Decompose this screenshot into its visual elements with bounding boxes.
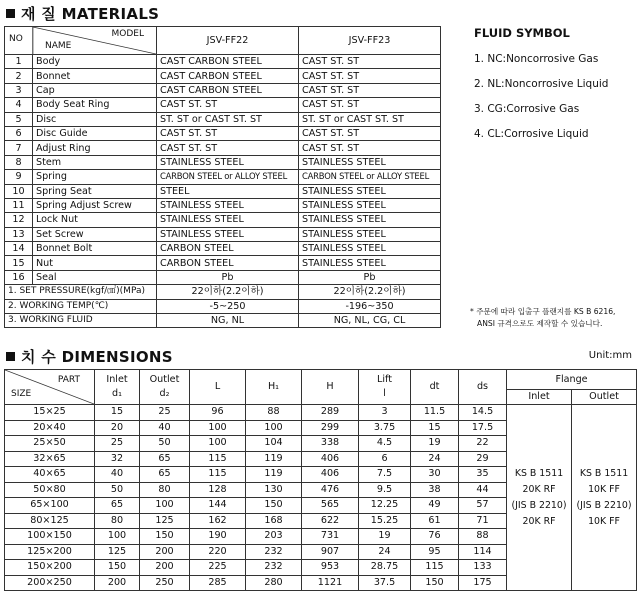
material-model-a: CARBON STEEL: [157, 256, 299, 270]
dim-H1: 280: [246, 575, 302, 591]
material-model-a: CARBON STEEL or ALLOY STEEL: [157, 170, 299, 184]
dim-H: 1121: [302, 575, 359, 591]
dim-lift: 37.5: [359, 575, 411, 591]
header-ds: ds: [459, 370, 507, 405]
dim-ds: 71: [459, 513, 507, 529]
dim-outlet-d2: 40: [140, 420, 190, 436]
dim-size: 125×200: [5, 544, 95, 560]
fluid-symbol-title: FLUID SYMBOL: [474, 26, 570, 40]
dim-H1: 232: [246, 560, 302, 576]
spec-value-b: 22이하(2.2이하): [299, 285, 441, 299]
material-row: [5, 270, 441, 284]
dim-inlet-d1: 20: [95, 420, 140, 436]
dim-dt: 11.5: [411, 405, 459, 421]
spec-row: [5, 299, 441, 313]
header-flange-outlet: Outlet: [572, 390, 637, 405]
dim-size: 25×50: [5, 436, 95, 452]
dim-size: 65×100: [5, 498, 95, 514]
dim-ds: 175: [459, 575, 507, 591]
dim-lift: 4.5: [359, 436, 411, 452]
material-name: Cap: [33, 83, 157, 97]
dim-outlet-d2: 250: [140, 575, 190, 591]
flange-inlet-spec: [507, 405, 572, 591]
material-model-a: STAINLESS STEEL: [157, 198, 299, 212]
material-model-b: CAST ST. ST: [299, 141, 441, 155]
dim-H: 731: [302, 529, 359, 545]
dim-H: 476: [302, 482, 359, 498]
dim-L: 100: [190, 436, 246, 452]
square-bullet-icon: [6, 352, 15, 361]
header-size: SIZE: [11, 389, 32, 399]
material-model-a: CAST CARBON STEEL: [157, 83, 299, 97]
dim-inlet-d1: 32: [95, 451, 140, 467]
dim-ds: 22: [459, 436, 507, 452]
flange-spec-line: 20K RF: [522, 483, 556, 495]
material-no: 2: [5, 69, 33, 83]
material-model-b: STAINLESS STEEL: [299, 198, 441, 212]
header-diagonal-cell: [5, 27, 157, 55]
dim-dt: 19: [411, 436, 459, 452]
dim-size: 20×40: [5, 420, 95, 436]
dim-H: 907: [302, 544, 359, 560]
header-flange: Flange: [507, 370, 637, 390]
material-row: [5, 256, 441, 270]
material-model-b: STAINLESS STEEL: [299, 213, 441, 227]
material-row: [5, 112, 441, 126]
fluid-symbol-item: 2. NL:Noncorrosive Liquid: [474, 78, 609, 90]
dim-lift: 15.25: [359, 513, 411, 529]
material-no: 4: [5, 98, 33, 112]
dim-inlet-d1: 65: [95, 498, 140, 514]
material-row: [5, 198, 441, 212]
dim-L: 225: [190, 560, 246, 576]
material-name: Spring Seat: [33, 184, 157, 198]
dim-inlet-d1: 200: [95, 575, 140, 591]
dim-size: 15×25: [5, 405, 95, 421]
dim-L: 128: [190, 482, 246, 498]
material-model-b: STAINLESS STEEL: [299, 227, 441, 241]
spec-value-b: NG, NL, CG, CL: [299, 314, 441, 328]
unit-label: Unit:mm: [588, 350, 632, 361]
material-no: 11: [5, 198, 33, 212]
dim-outlet-d2: 65: [140, 467, 190, 483]
material-model-a: CAST CARBON STEEL: [157, 55, 299, 69]
dim-H1: 168: [246, 513, 302, 529]
material-model-a: STAINLESS STEEL: [157, 155, 299, 169]
material-name: Spring Adjust Screw: [33, 198, 157, 212]
dim-H1: 203: [246, 529, 302, 545]
dim-dt: 150: [411, 575, 459, 591]
material-name: Body Seat Ring: [33, 98, 157, 112]
dim-dt: 76: [411, 529, 459, 545]
dim-H1: 119: [246, 467, 302, 483]
material-name: Adjust Ring: [33, 141, 157, 155]
material-row: [5, 126, 441, 140]
header-lift: Lift l: [359, 370, 411, 405]
material-no: 14: [5, 242, 33, 256]
flange-spec-line: 10K FF: [588, 483, 620, 495]
material-model-a: STEEL: [157, 184, 299, 198]
spec-row: [5, 314, 441, 328]
flange-outlet-spec: [572, 405, 637, 591]
dim-lift: 3: [359, 405, 411, 421]
dim-H1: 130: [246, 482, 302, 498]
material-model-a: STAINLESS STEEL: [157, 213, 299, 227]
dim-lift: 12.25: [359, 498, 411, 514]
dim-lift: 19: [359, 529, 411, 545]
material-no: 12: [5, 213, 33, 227]
material-no: 15: [5, 256, 33, 270]
materials-title: 재 질 MATERIALS: [6, 3, 159, 24]
dimensions-header-row: [5, 370, 637, 390]
fluid-symbol-item: 1. NC:Noncorrosive Gas: [474, 53, 599, 65]
dim-dt: 24: [411, 451, 459, 467]
header-flange-inlet: Inlet: [507, 390, 572, 405]
header-model-b: JSV-FF23: [299, 27, 441, 55]
material-row: [5, 69, 441, 83]
material-model-b: CAST ST. ST: [299, 69, 441, 83]
dim-lift: 9.5: [359, 482, 411, 498]
material-name: Disc: [33, 112, 157, 126]
dim-inlet-d1: 150: [95, 560, 140, 576]
dim-outlet-d2: 25: [140, 405, 190, 421]
dim-H: 289: [302, 405, 359, 421]
material-model-b: STAINLESS STEEL: [299, 256, 441, 270]
dim-ds: 14.5: [459, 405, 507, 421]
flange-spec-line: KS B 1511: [579, 467, 629, 479]
dim-dt: 30: [411, 467, 459, 483]
material-name: Lock Nut: [33, 213, 157, 227]
dim-outlet-d2: 65: [140, 451, 190, 467]
dim-header-diagonal-cell: [5, 370, 95, 405]
header-outlet: Outlet d₂: [140, 370, 190, 405]
dim-inlet-d1: 125: [95, 544, 140, 560]
dim-L: 115: [190, 451, 246, 467]
dim-dt: 15: [411, 420, 459, 436]
material-model-a: CAST CARBON STEEL: [157, 69, 299, 83]
header-inlet: Inlet d₁: [95, 370, 140, 405]
material-name: Spring: [33, 170, 157, 184]
flange-spec-line: 20K RF: [522, 515, 556, 527]
dim-H: 406: [302, 467, 359, 483]
material-model-b: CAST ST. ST: [299, 83, 441, 97]
material-model-a: ST. ST or CAST ST. ST: [157, 112, 299, 126]
square-bullet-icon: [6, 9, 15, 18]
dim-L: 96: [190, 405, 246, 421]
material-model-a: CAST ST. ST: [157, 98, 299, 112]
dim-size: 80×125: [5, 513, 95, 529]
dim-H: 622: [302, 513, 359, 529]
dim-outlet-d2: 125: [140, 513, 190, 529]
flange-spec-line: (JIS B 2210): [576, 499, 632, 511]
dim-dt: 95: [411, 544, 459, 560]
spec-value-a: -5~250: [157, 299, 299, 313]
dim-L: 220: [190, 544, 246, 560]
material-model-a: CAST ST. ST: [157, 126, 299, 140]
dim-H: 565: [302, 498, 359, 514]
dimensions-title: 치 수 DIMENSIONS: [6, 346, 173, 367]
material-model-a: STAINLESS STEEL: [157, 227, 299, 241]
header-no: NO: [9, 34, 23, 44]
dim-L: 115: [190, 467, 246, 483]
material-model-b: CAST ST. ST: [299, 55, 441, 69]
dim-outlet-d2: 50: [140, 436, 190, 452]
dim-H1: 100: [246, 420, 302, 436]
material-model-a: Pb: [157, 270, 299, 284]
materials-header-row: [5, 27, 441, 55]
material-no: 3: [5, 83, 33, 97]
material-row: [5, 98, 441, 112]
dim-ds: 29: [459, 451, 507, 467]
material-model-a: CAST ST. ST: [157, 141, 299, 155]
material-model-b: STAINLESS STEEL: [299, 155, 441, 169]
material-name: Seal: [33, 270, 157, 284]
material-name: Body: [33, 55, 157, 69]
dimensions-table: [4, 369, 637, 591]
spec-value-a: NG, NL: [157, 314, 299, 328]
dim-ds: 88: [459, 529, 507, 545]
dim-lift: 3.75: [359, 420, 411, 436]
material-row: [5, 213, 441, 227]
flange-spec-line: KS B 1511: [514, 467, 564, 479]
material-no: 6: [5, 126, 33, 140]
header-H: H: [302, 370, 359, 405]
dim-L: 162: [190, 513, 246, 529]
dim-dt: 115: [411, 560, 459, 576]
material-no: 8: [5, 155, 33, 169]
dim-outlet-d2: 150: [140, 529, 190, 545]
material-no: 16: [5, 270, 33, 284]
dim-H: 406: [302, 451, 359, 467]
dim-lift: 24: [359, 544, 411, 560]
flange-note: [470, 306, 640, 330]
dim-inlet-d1: 15: [95, 405, 140, 421]
dim-ds: 44: [459, 482, 507, 498]
dim-lift: 6: [359, 451, 411, 467]
dim-inlet-d1: 50: [95, 482, 140, 498]
material-no: 9: [5, 170, 33, 184]
material-name: Disc Guide: [33, 126, 157, 140]
material-no: 10: [5, 184, 33, 198]
dim-inlet-d1: 100: [95, 529, 140, 545]
dim-H1: 232: [246, 544, 302, 560]
dim-L: 190: [190, 529, 246, 545]
spec-label: 3. WORKING FLUID: [5, 314, 157, 328]
material-row: [5, 155, 441, 169]
header-model: MODEL: [111, 29, 144, 39]
dim-H1: 88: [246, 405, 302, 421]
dim-outlet-d2: 100: [140, 498, 190, 514]
material-model-b: ST. ST or CAST ST. ST: [299, 112, 441, 126]
material-row: [5, 170, 441, 184]
material-model-b: Pb: [299, 270, 441, 284]
dim-inlet-d1: 25: [95, 436, 140, 452]
header-name: NAME: [45, 41, 72, 51]
fluid-symbol-item: 3. CG:Corrosive Gas: [474, 103, 580, 115]
header-L: L: [190, 370, 246, 405]
dim-H1: 150: [246, 498, 302, 514]
material-no: 13: [5, 227, 33, 241]
dim-H1: 119: [246, 451, 302, 467]
dim-size: 150×200: [5, 560, 95, 576]
dim-size: 200×250: [5, 575, 95, 591]
dim-outlet-d2: 80: [140, 482, 190, 498]
header-H1: H₁: [246, 370, 302, 405]
dim-size: 32×65: [5, 451, 95, 467]
material-no: 5: [5, 112, 33, 126]
dim-L: 285: [190, 575, 246, 591]
header-model-a: JSV-FF22: [157, 27, 299, 55]
note-line: ANSI 규격으로도 제작할 수 있습니다.: [477, 319, 603, 328]
dim-dt: 61: [411, 513, 459, 529]
dim-size: 50×80: [5, 482, 95, 498]
flange-spec-line: 10K FF: [588, 515, 620, 527]
material-model-b: CAST ST. ST: [299, 126, 441, 140]
dim-dt: 38: [411, 482, 459, 498]
material-model-b: STAINLESS STEEL: [299, 242, 441, 256]
note-line: * 주문에 따라 입출구 플랜지를 KS B 6216,: [470, 307, 616, 316]
fluid-symbol-legend: [474, 26, 639, 153]
material-row: [5, 83, 441, 97]
material-row: [5, 242, 441, 256]
material-row: [5, 55, 441, 69]
dim-ds: 114: [459, 544, 507, 560]
spec-value-a: 22이하(2.2이하): [157, 285, 299, 299]
material-no: 1: [5, 55, 33, 69]
dim-outlet-d2: 200: [140, 544, 190, 560]
dimension-row: [5, 405, 637, 421]
dim-H1: 104: [246, 436, 302, 452]
material-model-b: STAINLESS STEEL: [299, 184, 441, 198]
dim-dt: 49: [411, 498, 459, 514]
spec-label: 2. WORKING TEMP(℃): [5, 299, 157, 313]
material-model-b: CARBON STEEL or ALLOY STEEL: [299, 170, 441, 184]
material-name: Stem: [33, 155, 157, 169]
dim-H: 953: [302, 560, 359, 576]
dim-L: 144: [190, 498, 246, 514]
material-name: Nut: [33, 256, 157, 270]
spec-row: [5, 285, 441, 299]
dim-ds: 17.5: [459, 420, 507, 436]
material-row: [5, 184, 441, 198]
material-model-a: CARBON STEEL: [157, 242, 299, 256]
fluid-symbol-item: 4. CL:Corrosive Liquid: [474, 128, 589, 140]
materials-table: [4, 26, 441, 328]
dim-ds: 133: [459, 560, 507, 576]
dim-lift: 28.75: [359, 560, 411, 576]
dim-H: 299: [302, 420, 359, 436]
dim-L: 100: [190, 420, 246, 436]
spec-value-b: -196~350: [299, 299, 441, 313]
header-part: PART: [57, 375, 80, 385]
dim-size: 100×150: [5, 529, 95, 545]
material-model-b: CAST ST. ST: [299, 98, 441, 112]
flange-spec-line: (JIS B 2210): [511, 499, 567, 511]
material-row: [5, 141, 441, 155]
spec-label: 1. SET PRESSURE(kgf/㎠)(MPa): [5, 285, 157, 299]
material-no: 7: [5, 141, 33, 155]
dim-lift: 7.5: [359, 467, 411, 483]
dim-ds: 57: [459, 498, 507, 514]
header-dt: dt: [411, 370, 459, 405]
dim-inlet-d1: 40: [95, 467, 140, 483]
dim-outlet-d2: 200: [140, 560, 190, 576]
dim-size: 40×65: [5, 467, 95, 483]
material-name: Bonnet Bolt: [33, 242, 157, 256]
dim-H: 338: [302, 436, 359, 452]
dim-inlet-d1: 80: [95, 513, 140, 529]
material-name: Bonnet: [33, 69, 157, 83]
dim-ds: 35: [459, 467, 507, 483]
material-name: Set Screw: [33, 227, 157, 241]
material-row: [5, 227, 441, 241]
